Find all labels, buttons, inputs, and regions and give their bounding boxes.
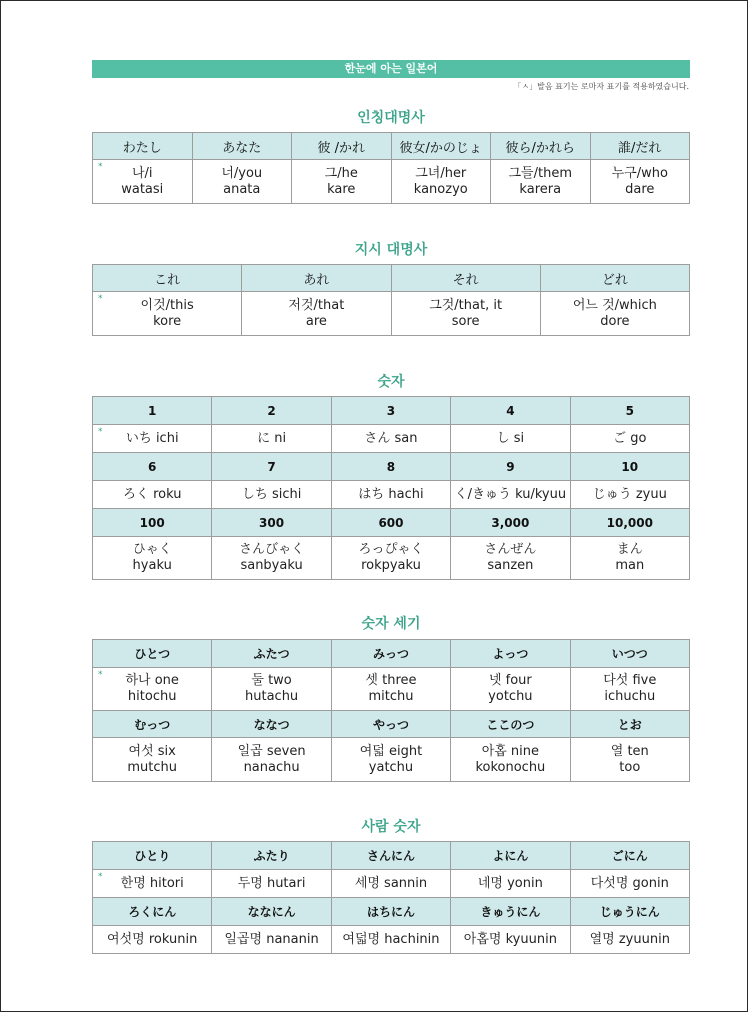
- table-header: むっつ: [93, 711, 212, 738]
- table-cell: * 하나 one hitochu: [93, 668, 212, 711]
- table-header: どれ: [540, 265, 689, 292]
- numbers-table: [92, 396, 690, 580]
- table-cell: ご go: [570, 425, 689, 453]
- table-header: ひとつ: [93, 640, 212, 668]
- table-cell: 너/you anata: [192, 160, 292, 204]
- table-header: 10: [570, 453, 689, 481]
- table-cell: 저것/that are: [242, 292, 391, 336]
- table-cell: 여섯 six mutchu: [93, 738, 212, 782]
- table-header: 9: [451, 453, 570, 481]
- table-header: わたし: [93, 133, 193, 160]
- table-header: 4: [451, 397, 570, 425]
- marker: *: [98, 427, 103, 437]
- romanization-note: 「ㅅ」발음 표기는 로마자 표기를 적용하였습니다.: [513, 82, 689, 91]
- table-cell: 열명 zyuunin: [570, 926, 689, 954]
- table-cell: 일곱 seven nanachu: [212, 738, 331, 782]
- demonstrative-pronoun-table: [92, 264, 690, 336]
- table-cell: 여덟 eight yatchu: [331, 738, 450, 782]
- table-cell: 네명 yonin: [451, 870, 570, 898]
- table-cell: 열 ten too: [570, 738, 689, 782]
- table-cell: 셋 three mitchu: [331, 668, 450, 711]
- table-cell: さん san: [331, 425, 450, 453]
- table-cell: し si: [451, 425, 570, 453]
- section-title-demonstrative-pronouns: 지시 대명사: [354, 242, 428, 258]
- people-count-table: [92, 841, 690, 954]
- table-header: 2: [212, 397, 331, 425]
- table-header: よにん: [451, 842, 570, 870]
- table-header: やっつ: [331, 711, 450, 738]
- table-header: 3,000: [451, 509, 570, 537]
- table-header: ごにん: [570, 842, 689, 870]
- table-cell: * いち ichi: [93, 425, 212, 453]
- table-header: 誰/だれ: [590, 133, 690, 160]
- table-header: ふたり: [212, 842, 331, 870]
- table-header: ここのつ: [451, 711, 570, 738]
- table-cell: さんぜん sanzen: [451, 537, 570, 580]
- table-cell: ろっぴゃく rokpyaku: [331, 537, 450, 580]
- table-cell: 그들/them karera: [491, 160, 591, 204]
- table-header: あなた: [192, 133, 292, 160]
- marker: *: [98, 670, 103, 680]
- table-cell: 세명 sannin: [331, 870, 450, 898]
- table-cell: ろく roku: [93, 481, 212, 509]
- table-cell: 여덟명 hachinin: [331, 926, 450, 954]
- table-header: これ: [93, 265, 242, 292]
- table-header: 10,000: [570, 509, 689, 537]
- marker: *: [98, 294, 103, 304]
- table-cell: 여섯명 rokunin: [93, 926, 212, 954]
- table-cell: * 나/i watasi: [93, 160, 193, 204]
- counting-table: [92, 639, 690, 782]
- table-cell: 다섯 five ichuchu: [570, 668, 689, 711]
- personal-pronoun-table: [92, 132, 690, 204]
- section-title-personal-pronouns: 인칭대명사: [357, 110, 425, 126]
- table-header: 彼女/かのじょ: [391, 133, 491, 160]
- table-cell: 일곱명 nananin: [212, 926, 331, 954]
- table-header: 300: [212, 509, 331, 537]
- section-title-people-count: 사람 숫자: [361, 819, 421, 835]
- table-header: 1: [93, 397, 212, 425]
- table-header: 5: [570, 397, 689, 425]
- table-cell: に ni: [212, 425, 331, 453]
- table-header: 3: [331, 397, 450, 425]
- table-header: じゅうにん: [570, 898, 689, 926]
- section-title-counting: 숫자 세기: [361, 616, 421, 632]
- table-cell: 그녀/her kanozyo: [391, 160, 491, 204]
- table-header: 600: [331, 509, 450, 537]
- table-header: とお: [570, 711, 689, 738]
- table-header: 6: [93, 453, 212, 481]
- table-cell: 아홉명 kyuunin: [451, 926, 570, 954]
- table-cell: * 한명 hitori: [93, 870, 212, 898]
- table-header: よっつ: [451, 640, 570, 668]
- table-cell: 누구/who dare: [590, 160, 690, 204]
- table-header: ろくにん: [93, 898, 212, 926]
- table-header: 8: [331, 453, 450, 481]
- table-header: 100: [93, 509, 212, 537]
- table-header: ひとり: [93, 842, 212, 870]
- marker: *: [98, 162, 103, 172]
- table-header: それ: [391, 265, 540, 292]
- table-header: きゅうにん: [451, 898, 570, 926]
- table-header: みっつ: [331, 640, 450, 668]
- table-header: ふたつ: [212, 640, 331, 668]
- table-header: いつつ: [570, 640, 689, 668]
- table-header: ななにん: [212, 898, 331, 926]
- table-header: 彼 /かれ: [292, 133, 392, 160]
- table-header: 7: [212, 453, 331, 481]
- table-cell: 둘 two hutachu: [212, 668, 331, 711]
- table-cell: 어느 것/which dore: [540, 292, 689, 336]
- table-header: さんにん: [331, 842, 450, 870]
- table-cell: じゅう zyuu: [570, 481, 689, 509]
- table-cell: 두명 hutari: [212, 870, 331, 898]
- table-cell: はち hachi: [331, 481, 450, 509]
- table-cell: さんびゃく sanbyaku: [212, 537, 331, 580]
- table-cell: く/きゅう ku/kyuu: [451, 481, 570, 509]
- table-header: ななつ: [212, 711, 331, 738]
- table-cell: 그것/that, it sore: [391, 292, 540, 336]
- marker: *: [98, 872, 103, 882]
- table-cell: ひゃく hyaku: [93, 537, 212, 580]
- table-cell: 그/he kare: [292, 160, 392, 204]
- table-cell: 넷 four yotchu: [451, 668, 570, 711]
- section-title-numbers: 숫자: [377, 374, 405, 390]
- table-cell: まん man: [570, 537, 689, 580]
- page-banner: 한눈에 아는 일본어: [92, 60, 690, 78]
- table-cell: しち sichi: [212, 481, 331, 509]
- table-cell: 아홉 nine kokonochu: [451, 738, 570, 782]
- table-header: 彼ら/かれら: [491, 133, 591, 160]
- table-header: はちにん: [331, 898, 450, 926]
- table-header: あれ: [242, 265, 391, 292]
- table-cell: 다섯명 gonin: [570, 870, 689, 898]
- table-cell: * 이것/this kore: [93, 292, 242, 336]
